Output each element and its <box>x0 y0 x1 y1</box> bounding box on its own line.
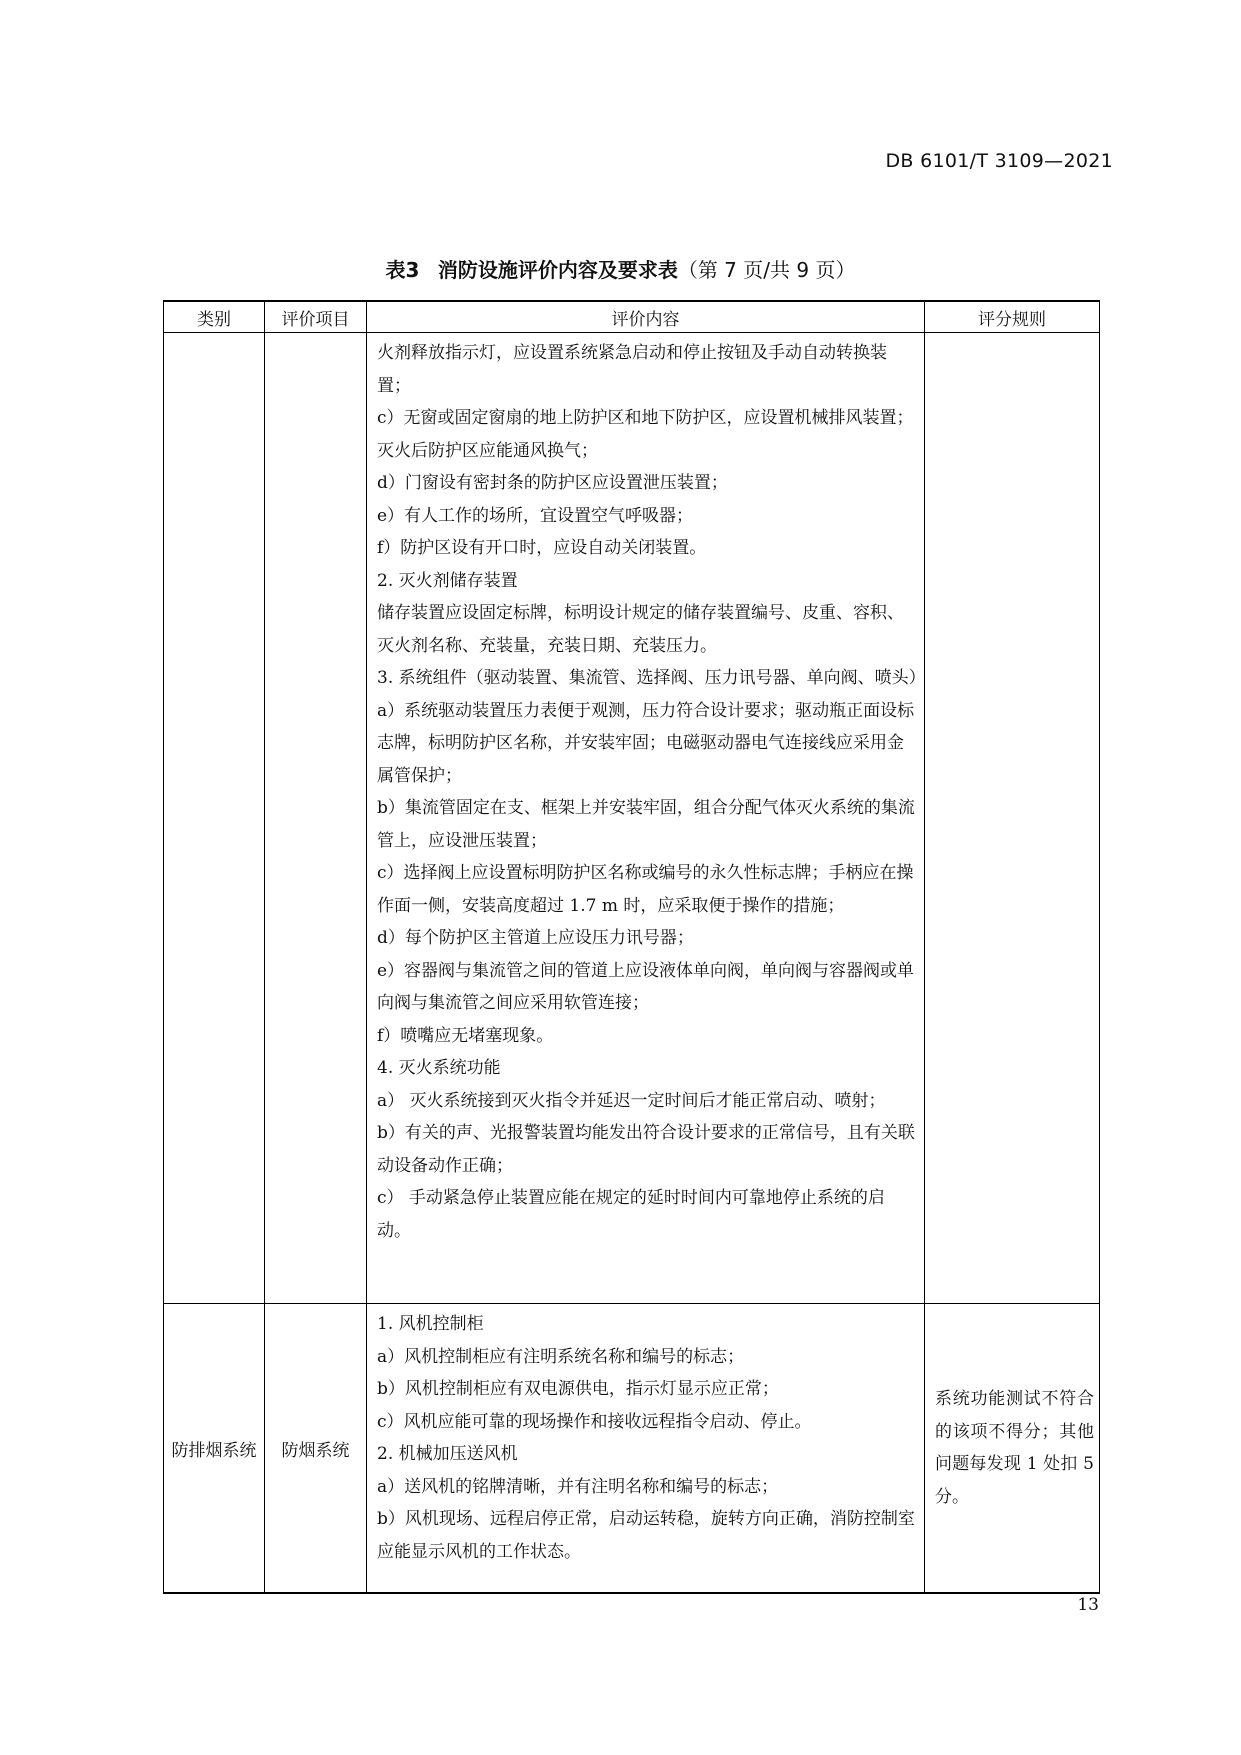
content-heading: 2. 灭火剂储存装置 <box>377 570 518 591</box>
content-cell <box>367 1304 925 1594</box>
content-heading: 3. 系统组件（驱动装置、集流管、选择阀、压力讯号器、单向阀、喷头） <box>377 668 926 688</box>
column-header-category: 类别 <box>164 301 265 333</box>
content-line: b）风机现场、远程启停正常，启动运转稳，旋转方向正确，消防控制室应能显示风机的工作状态。 <box>377 1509 915 1562</box>
column-header-content: 评价内容 <box>367 301 925 333</box>
column-header-rule: 评分规则 <box>925 301 1100 333</box>
table-label: 表3 <box>385 258 420 282</box>
table-title-text: 消防设施评价内容及要求表 <box>437 258 678 282</box>
table-row <box>164 1304 1100 1594</box>
table-title <box>0 254 1241 283</box>
rule-cell <box>925 333 1100 1304</box>
document-code: DB 6101/T 3109—2021 <box>885 150 1113 172</box>
content-cell <box>367 333 925 1304</box>
page-number: 13 <box>1077 1595 1099 1615</box>
content-line: d）门窗设有密封条的防护区应设置泄压装置； <box>377 473 728 493</box>
content-line: 储存装置应设固定标牌，标明设计规定的储存装置编号、皮重、容积、灭火剂名称、充装量，充装日期、充装压力。 <box>377 603 904 656</box>
table-row <box>164 333 1100 1304</box>
content-line: a）风机控制柜应有注明系统名称和编号的标志； <box>377 1346 745 1367</box>
content-heading: 1. 风机控制柜 <box>377 1314 484 1334</box>
content-line: a） 灭火系统接到灭火指令并延迟一定时间后才能正常启动、喷射； <box>377 1090 886 1111</box>
content-line: d）每个防护区主管道上应设压力讯号器； <box>377 928 694 948</box>
content-heading: 4. 灭火系统功能 <box>377 1058 501 1078</box>
category-cell: 防排烟系统 <box>164 1304 265 1594</box>
table-header-row <box>164 301 1100 333</box>
category-cell <box>164 333 265 1304</box>
content-line: 火剂释放指示灯，应设置系统紧急启动和停止按钮及手动自动转换装置； <box>377 343 887 396</box>
content-line: c） 手动紧急停止装置应能在规定的延时时间内可靠地停止系统的启动。 <box>377 1188 885 1241</box>
content-line: b）风机控制柜应有双电源供电，指示灯显示应正常； <box>377 1379 779 1399</box>
content-line: c）风机应能可靠的现场操作和接收远程指令启动、停止。 <box>377 1411 812 1432</box>
item-cell <box>265 333 367 1304</box>
item-cell: 防烟系统 <box>265 1304 367 1594</box>
table-page-range: （第 7 页/共 9 页） <box>677 258 856 282</box>
rule-cell: 系统功能测试不符合的该项不得分；其他问题每发现 1 处扣 5 分。 <box>925 1304 1100 1594</box>
content-line: a）系统驱动装置压力表便于观测，压力符合设计要求；驱动瓶正面设标志牌，标明防护区名称，并安装牢固；电磁驱动器电气连接线应采用金属管保护； <box>377 700 915 786</box>
content-line: e）有人工作的场所，宜设置空气呼吸器； <box>377 505 694 526</box>
content-line: a）送风机的铭牌清晰，并有注明名称和编号的标志； <box>377 1476 779 1497</box>
content-line: f）防护区设有开口时，应设自动关闭装置。 <box>377 538 707 558</box>
column-header-item: 评价项目 <box>265 301 367 333</box>
content-line: b）集流管固定在支、框架上并安装牢固，组合分配气体灭火系统的集流管上，应设泄压装置； <box>377 798 915 851</box>
content-line: f）喷嘴应无堵塞现象。 <box>377 1025 554 1046</box>
content-line: c）选择阀上应设置标明防护区名称或编号的永久性标志牌；手柄应在操作面一侧，安装高度超过 1.7 m 时，应采取便于操作的措施； <box>377 863 914 916</box>
content-line: e）容器阀与集流管之间的管道上应设液体单向阀，单向阀与容器阀或单向阀与集流管之间应采用软管连接； <box>377 960 915 1013</box>
content-line: b）有关的声、光报警装置均能发出符合设计要求的正常信号，且有关联动设备动作正确； <box>377 1123 915 1176</box>
evaluation-table <box>163 300 1100 1594</box>
content-line: c）无窗或固定窗扇的地上防护区和地下防护区，应设置机械排风装置；灭火后防护区应能通风换气； <box>377 408 914 461</box>
content-heading: 2. 机械加压送风机 <box>377 1444 518 1464</box>
